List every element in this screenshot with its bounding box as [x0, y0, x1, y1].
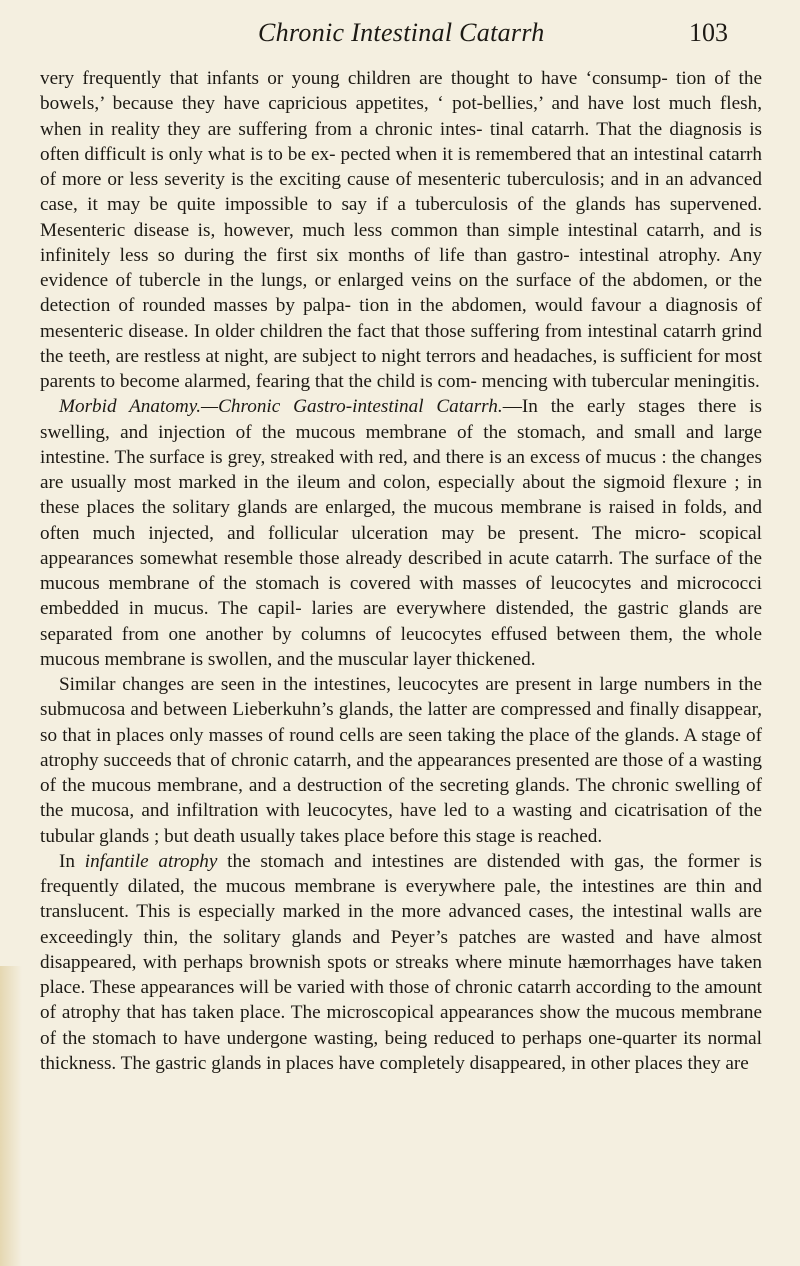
paragraph-infantile-atrophy	[40, 849, 762, 1076]
paragraph-morbid-anatomy	[40, 394, 762, 672]
running-title: Chronic Intestinal Catarrh	[258, 18, 545, 47]
paragraph-infantile-atrophy-text: the stomach and intestines are distended with gas, the former is frequently dilated, the mucous membrane is everywhere pale, the intestines are thin and translucent. This is especially marked in the more advanced cases, the intestinal walls are exceedingly thin, the solitary glands and Peyer’s patches are wasted and have almost disappeared, with perhaps brownish spots or streaks where minute hæmorrhages have taken place. These appearances will be varied with those of chronic catarrh according to the amount of atrophy that has taken place. The microscopical appearances show the mucous membrane of the stomach to have undergone wasting, being reduced to perhaps one-quarter its normal thickness. The gastric glands in places have completely disappeared, in other places they are	[40, 850, 763, 1074]
body-text	[40, 66, 762, 1076]
paragraph-diagnosis: very frequently that infants or young children are thought to have ‘consump- tion of the bowels,’ because they have capricious appetites, ‘ pot-bellies,’ and have lost much flesh, when in reality they are suffering from a chronic intes- tinal catarrh. That the diagnosis is often difficult is only what is to be ex- pected when it is remembered that an intestinal catarrh of more or less severity is the exciting cause of mesenteric tuberculosis; and in an advanced case, it may be quite impossible to say if a tuberculosis of the glands has supervened. Mesenteric disease is, however, much less common than simple intestinal catarrh, and is infinitely less so during the first six months of life than gastro- intestinal atrophy. Any evidence of tubercle in the lungs, or enlarged veins on the surface of the abdomen, or the detection of rounded masses by palpa- tion in the abdomen, would favour a diagnosis of mesenteric disease. In older children the fact that those suffering from intestinal catarrh grind the teeth, are restless at night, are subject to night terrors and headaches, is sufficient for most parents to become alarmed, fearing that the child is com- mencing with tubercular meningitis.	[40, 68, 762, 392]
paragraph-intestines: Similar changes are seen in the intestines, leucocytes are present in large numbers in the submucosa and between Lieberkuhn’s glands, the latter are compressed and finally disappear, so that in places only masses of round cells are seen taking the place of the glands. A stage of atrophy succeeds that of chronic catarrh, and the appearances presented are those of a wasting of the mucous membrane, and a destruction of the secreting glands. The chronic swelling of the mucosa, and infiltration with leucocytes, have led to a wasting and cicatrisation of the tubular glands ; but death usually takes place before this stage is reached.	[40, 674, 762, 847]
paragraph-morbid-anatomy-text: —In the early stages there is swelling, and injection of the mucous membrane of the stomach, and small and large intestine. The surface is grey, streaked with red, and there is an excess of mucus : the changes are usually most marked in the ileum and colon, especially about the sigmoid flexure ; in these places the solitary glands are enlarged, the mucous membrane is raised in folds, and often much injected, and follicular ulceration may be present. The micro- scopical appearances somewhat resemble those already described in acute catarrh. The surface of the mucous membrane of the stomach is covered with masses of leucocytes and micrococci embedded in mucus. The capil- laries are everywhere distended, the gastric glands are separated from one another by columns of leucocytes effused between them, the whole mucous membrane is swollen, and the muscular layer thickened.	[40, 396, 762, 670]
term-infantile-atrophy: infantile atrophy	[84, 850, 218, 872]
paragraph-lead: In	[59, 850, 85, 872]
page-number: 103	[689, 18, 728, 47]
section-heading: Morbid Anatomy.—Chronic Gastro-intestinal Catarrh.	[59, 396, 503, 418]
page-edge-stain	[0, 966, 22, 1266]
